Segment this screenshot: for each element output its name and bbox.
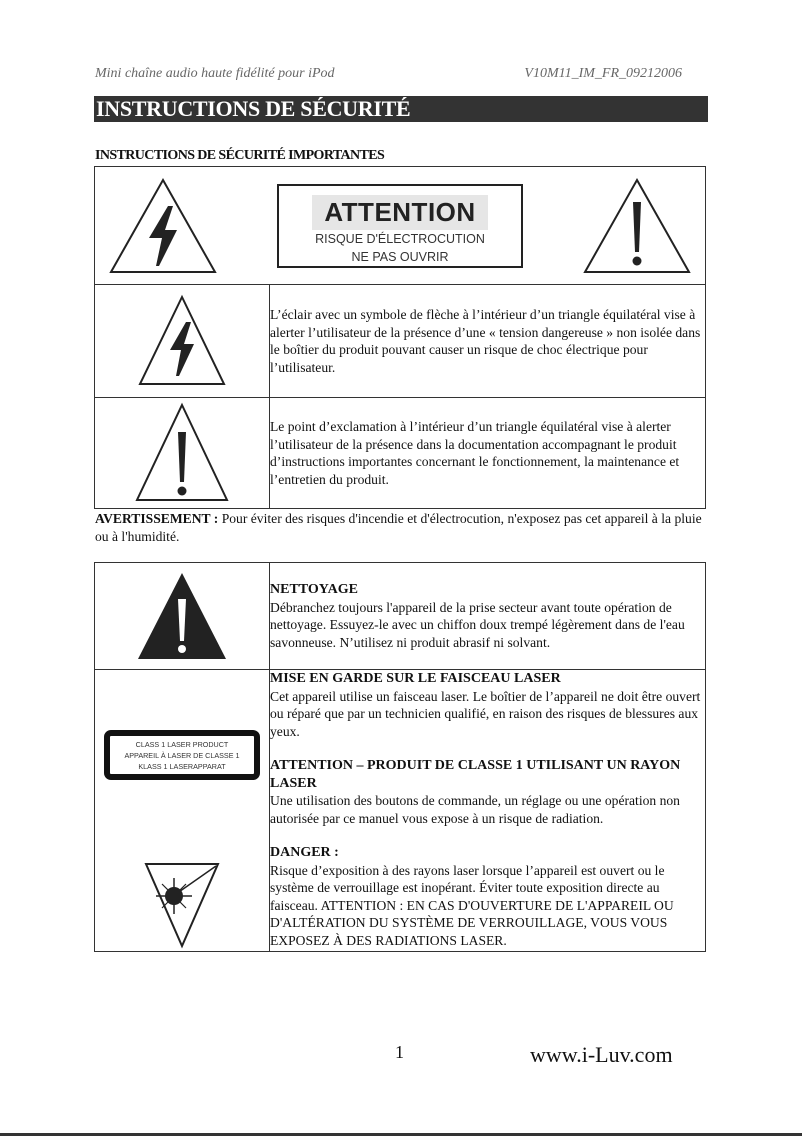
page-number: 1 [395, 1042, 404, 1062]
header-product-name: Mini chaîne audio haute fidélité pour iPod [95, 66, 335, 81]
attention-row [95, 167, 706, 285]
symbol-description: L’éclair avec un symbole de flèche à l’intérieur d’un triangle équilatéral vise à alerter l’utilisateur de la présence d’une « tension dangereuse » non isolée dans le boîtier du produit pouvant causer un risque de choc électrique pour l’utilisateur. [270, 285, 706, 398]
danger-heading: DANGER : [270, 845, 339, 860]
laser-row [95, 670, 706, 952]
symbol-description: Le point d’exclamation à l’intérieur d’un triangle équilatéral vise à alerter l’utilisateur de la présence dans la documentation accompagnant le produit d’instructions importantes concernant le fonctionnement, la maintenance et l’entretien du produit. [270, 398, 706, 509]
safety-symbols-table [94, 166, 706, 509]
warning-notice [95, 510, 707, 545]
maintenance-laser-table [94, 562, 706, 952]
cleaning-heading: NETTOYAGE [270, 582, 358, 597]
warning-text: Pour éviter des risques d'incendie et d'électrocution, n'exposez pas cet appareil à la pluie ou à l'humidité. [95, 511, 702, 544]
page-title: INSTRUCTIONS DE SÉCURITÉ [94, 96, 708, 122]
laser-text: Cet appareil utilise un faisceau laser. Le boîtier de l’appareil ne doit être ouvert ou réparé que par un technicien qualifié, en raison des risques de blessures aux yeux. [270, 688, 701, 739]
danger-text: Risque d’exposition à des rayons laser lorsque l’appareil est ouvert ou le système de verrouillage est inopérant. Éviter toute exposition directe au faisceau. ATTENTION : EN CAS D'OUVERTURE DE L'APPAREIL OU D'ALTÉRATION DU SYSTÈME DE VERROUILLAGE, VOUS VOUS EXPOSEZ À DES RADIATIONS LASER. [270, 862, 674, 948]
symbol-row [95, 285, 706, 398]
cleaning-text: Débranchez toujours l'appareil de la prise secteur avant toute opération de nettoyage. Essuyez-le avec un chiffon doux trempé légèrement dans de l'eau savonneuse. N’utilisez ni produit abrasif ni solvant. [270, 599, 685, 650]
warning-label: AVERTISSEMENT : [95, 511, 219, 526]
header-doc-code: V10M11_IM_FR_09212006 [524, 66, 682, 81]
laser-heading: MISE EN GARDE SUR LE FAISCEAU LASER [270, 671, 561, 686]
lightning-triangle-icon [95, 294, 269, 388]
attention-line-1: RISQUE D'ÉLECTROCUTION [315, 231, 485, 246]
laser-class-label: CLASS 1 LASER PRODUCT APPAREIL À LASER DE CLASSE 1 KLASS 1 LASERAPPARAT [104, 730, 260, 780]
laser-class-text: Une utilisation des boutons de commande, un réglage ou une opération non autorisée par ce manuel vous expose à un risque de radiation. [270, 793, 680, 826]
section-subtitle: INSTRUCTIONS DE SÉCURITÉ IMPORTANTES [95, 148, 385, 163]
laser-radiation-icon [95, 860, 269, 950]
running-header [95, 66, 685, 82]
laser-class-heading: ATTENTION – PRODUIT DE CLASSE 1 UTILISANT UN RAYON LASER [270, 758, 681, 791]
attention-banner [277, 184, 523, 268]
attention-line-2: NE PAS OUVRIR [351, 249, 449, 264]
solid-exclamation-triangle-icon [95, 569, 269, 663]
attention-heading: ATTENTION [312, 195, 487, 230]
website-link[interactable]: www.i-Luv.com [530, 1042, 673, 1067]
cleaning-row [95, 563, 706, 670]
exclamation-triangle-icon [95, 402, 269, 504]
symbol-row [95, 398, 706, 509]
lightning-triangle-icon [107, 176, 219, 276]
exclamation-triangle-icon [581, 176, 693, 276]
